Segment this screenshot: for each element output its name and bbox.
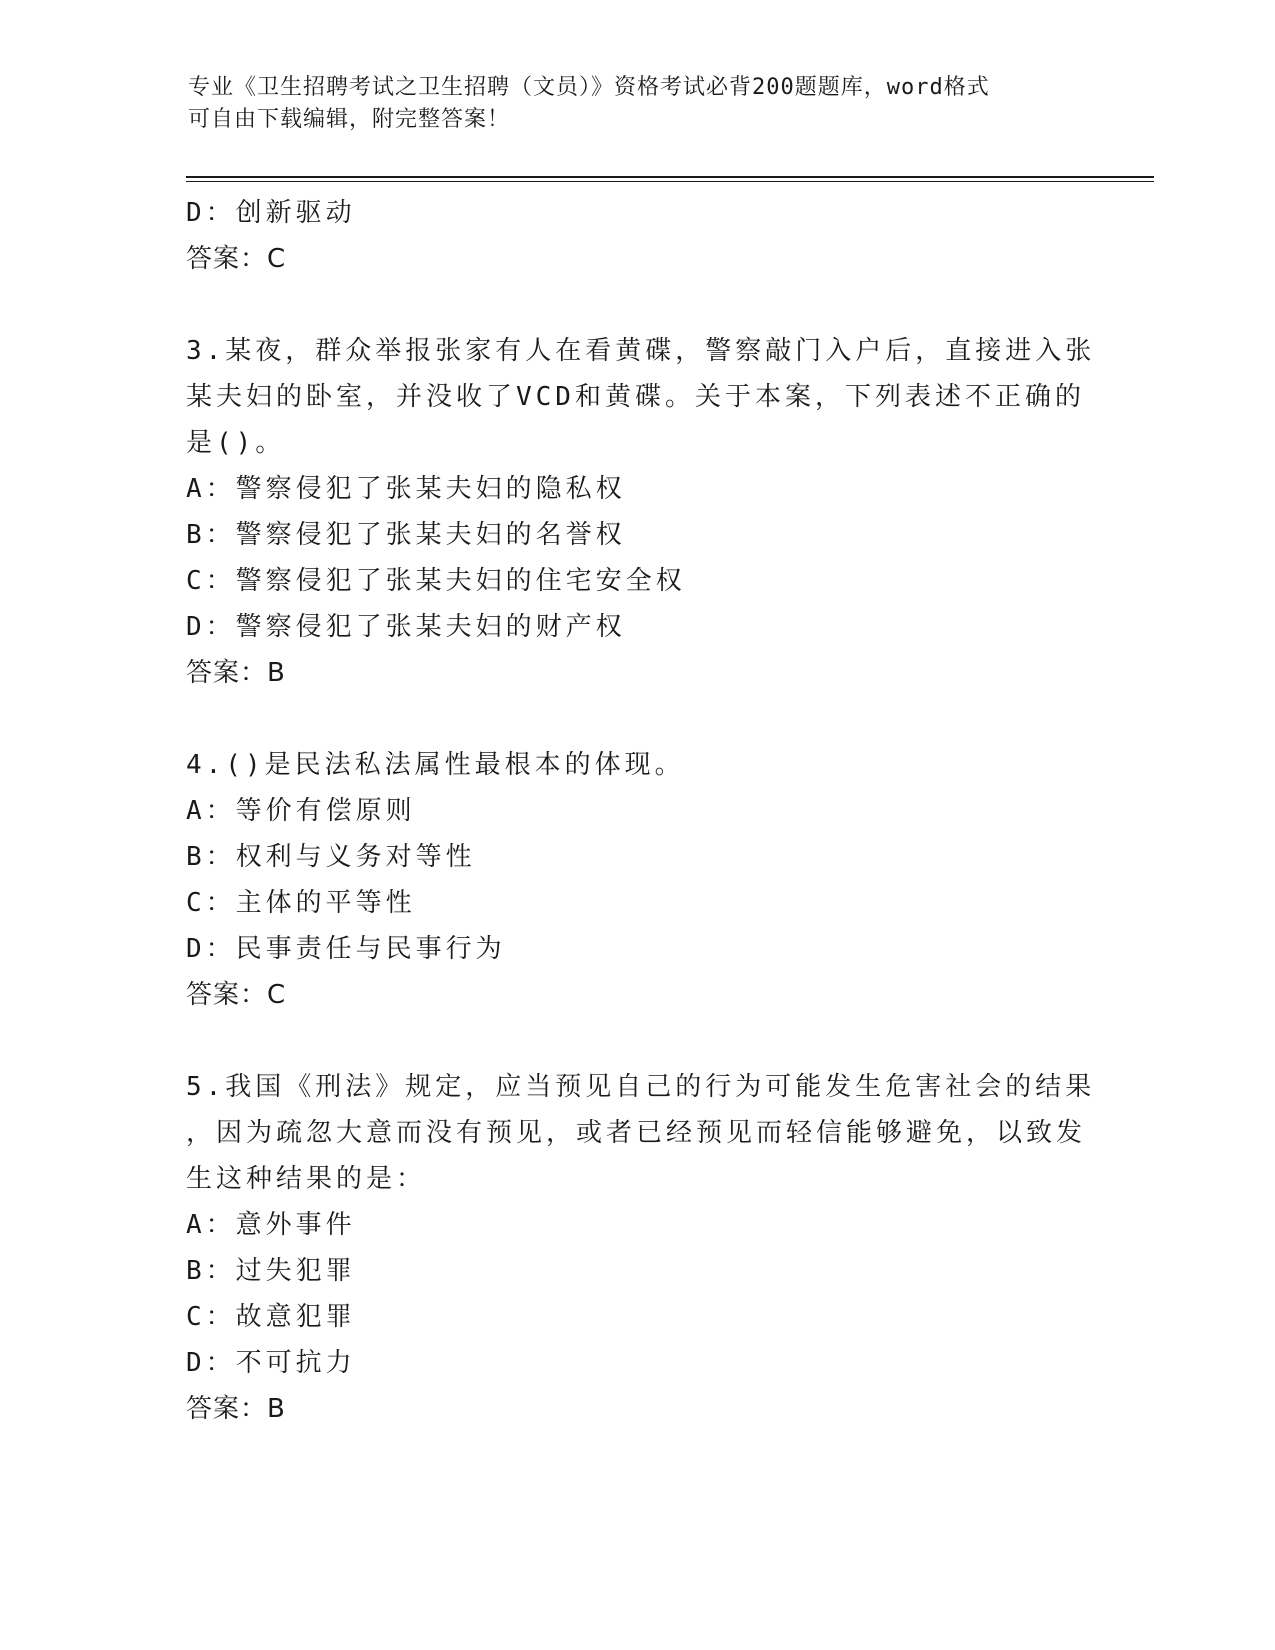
option-b: B：权利与义务对等性 — [186, 842, 476, 872]
option-a: A：等价有偿原则 — [186, 796, 416, 826]
header-line-2: 可自由下载编辑，附完整答案！ — [188, 107, 511, 132]
question-stem-line: 某夫妇的卧室，并没收了VCD和黄碟。关于本案，下列表述不正确的 — [186, 382, 1085, 412]
spacer — [186, 1018, 1086, 1064]
question-4 — [186, 742, 1086, 1018]
header-divider-thick — [186, 176, 1154, 178]
option-c: C：故意犯罪 — [186, 1302, 356, 1332]
question-5 — [186, 1064, 1096, 1432]
question-stem-line: 生这种结果的是： — [186, 1164, 427, 1194]
spacer — [186, 282, 1086, 328]
question-stem-line: 是()。 — [186, 428, 286, 458]
answer-line: 答案：B — [186, 658, 286, 688]
option-b: B：警察侵犯了张某夫妇的名誉权 — [186, 520, 626, 550]
option-c: C：警察侵犯了张某夫妇的住宅安全权 — [186, 566, 686, 596]
header-divider-thin — [186, 181, 1154, 182]
option-b: B：过失犯罪 — [186, 1256, 356, 1286]
document-header — [188, 72, 1068, 136]
answer-line: 答案：C — [186, 244, 287, 274]
option-a: A：警察侵犯了张某夫妇的隐私权 — [186, 474, 626, 504]
option-d: D：创新驱动 — [186, 198, 356, 228]
question-stem-line: 4.()是民法私法属性最根本的体现。 — [186, 750, 685, 780]
question-3 — [186, 328, 1096, 696]
answer-line: 答案：B — [186, 1394, 286, 1424]
question-list — [186, 190, 1096, 1432]
header-line-1: 专业《卫生招聘考试之卫生招聘（文员）》资格考试必背200题题库，word格式 — [188, 75, 990, 100]
option-d: D：民事责任与民事行为 — [186, 934, 506, 964]
question-stem-line: 5.我国《刑法》规定，应当预见自己的行为可能发生危害社会的结果 — [186, 1072, 1096, 1102]
option-d: D：警察侵犯了张某夫妇的财产权 — [186, 612, 626, 642]
question-stem-line: ，因为疏忽大意而没有预见，或者已经预见而轻信能够避免，以致发 — [186, 1118, 1087, 1148]
carryover-question — [186, 190, 1086, 282]
spacer — [186, 696, 1086, 742]
option-d: D：不可抗力 — [186, 1348, 356, 1378]
answer-line: 答案：C — [186, 980, 287, 1010]
option-a: A：意外事件 — [186, 1210, 356, 1240]
option-c: C：主体的平等性 — [186, 888, 416, 918]
question-stem-line: 3.某夜，群众举报张家有人在看黄碟，警察敲门入户后，直接进入张 — [186, 336, 1096, 366]
